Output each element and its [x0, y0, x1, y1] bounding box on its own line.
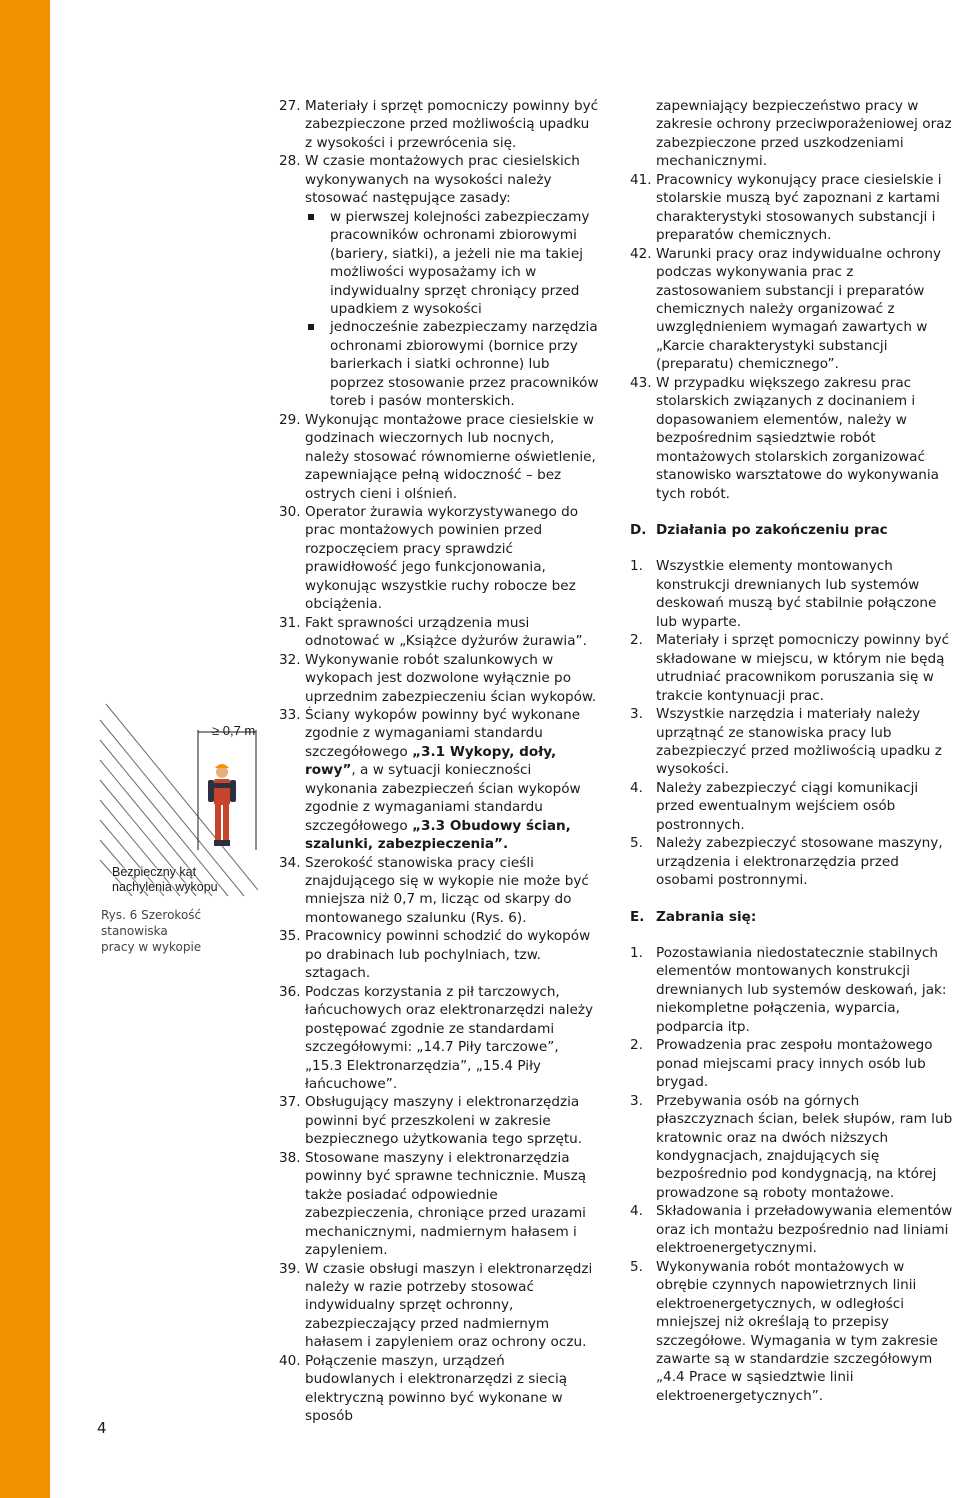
item-number: 42.	[630, 245, 652, 262]
item-40	[279, 1352, 599, 1426]
item-number: 5.	[630, 835, 643, 852]
item-number: 1.	[630, 558, 643, 575]
item-27	[279, 97, 599, 152]
item-text: Prowadzenia prac zespołu montażowego ponad miejscami pracy innych osób lub brygad.	[656, 1037, 933, 1091]
bullet-icon	[305, 318, 330, 410]
item-text: Składowania i przeładowywania elementów oraz ich montażu bezpośrednio nad liniami elektroenergetycznymi.	[656, 1203, 953, 1257]
standard-reference: „3.1 Wykopy, doły, rowy”	[305, 743, 557, 779]
width-dimension-label: ≥ 0,7 m	[212, 723, 256, 738]
item-28	[279, 152, 599, 410]
item-text: Wykonywania robót montażowych w obrębie czynnych napowietrznych linii elektroenergetycznych, w odległości mniejszej niż określają to przepisy szczegółowe. Wymagania w tym zakresie zawarte są w standardzie szczegółowym „4.4 Prace w sąsiedztwie linii elektroenergetycznych”.	[656, 1258, 938, 1404]
item-39	[279, 1260, 599, 1352]
item-29	[279, 411, 599, 503]
item-number: 36.	[279, 983, 301, 1000]
item-43	[630, 374, 960, 503]
section-letter: D.	[630, 521, 647, 538]
item-d2	[630, 631, 960, 705]
item-number: 33.	[279, 706, 301, 723]
safe-angle-line-2: nachylenia wykopu	[112, 880, 218, 894]
item-text: Fakt sprawności urządzenia musi odnotować w „Książce dyżurów żurawia”.	[305, 614, 587, 650]
item-text: Przebywania osób na górnych płaszczyznach ścian, belek słupów, ram lub kratownic oraz na dwóch niższych kondygnacjach, znajdujących się bezpośrednio pod kondygnacją, na której prowadzone są roboty montażowe.	[656, 1092, 953, 1201]
item-number: 35.	[279, 928, 301, 945]
bullet-icon	[305, 208, 330, 319]
bullet-item	[305, 318, 599, 410]
item-number: 1.	[630, 945, 643, 962]
item-number: 34.	[279, 854, 301, 871]
middle-column	[279, 97, 599, 1426]
item-text: Wykonując montażowe prace ciesielskie w godzinach wieczornych lub nocnych, należy stosować równomierne oświetlenie, zapewniające pełną widoczność – bez ostrych cieni i olśnień.	[305, 411, 596, 502]
item-number: 4.	[630, 779, 643, 796]
item-32	[279, 651, 599, 706]
item-text: Wykonywanie robót szalunkowych w wykopach jest dozwolone wyłącznie po uprzednim zabezpieczeniu ścian wykopów.	[305, 651, 597, 705]
item-number: 31.	[279, 614, 301, 631]
item-e4	[630, 1202, 960, 1257]
page-number: 4	[97, 1419, 107, 1437]
right-column	[630, 97, 960, 1405]
item-number: 30.	[279, 503, 301, 520]
item-text: Materiały i sprzęt pomocniczy powinny być składowane w miejscu, w którym nie będą utrudniać pracownikom poruszania się w trakcie kontynuacji prac.	[656, 632, 950, 704]
item-text	[305, 706, 599, 854]
section-heading-e	[630, 908, 960, 926]
item-d4	[630, 779, 960, 834]
item-37	[279, 1093, 599, 1148]
item-33	[279, 706, 599, 854]
item-e5	[630, 1258, 960, 1406]
item-text: W czasie obsługi maszyn i elektronarzędzi należy w razie potrzeby stosować indywidualny sprzęt ochronny, zabezpieczający przed nadmiernym hałasem i zapyleniem oraz ochrony oczu.	[305, 1260, 593, 1351]
bullet-item	[305, 208, 599, 319]
item-text-part: , a w sytuacji konieczności wykonania zabezpieczeń ścian wykopów zgodnie z wymaganiami standardu szczegółowego	[305, 762, 581, 834]
item-text: Obsługujący maszyny i elektronarzędzia powinni być przeszkoleni w zakresie bezpiecznego użytkowania tego sprzętu.	[305, 1094, 583, 1148]
item-d1	[630, 557, 960, 631]
item-text: Podczas korzystania z pił tarczowych, łańcuchowych oraz elektronarzędzi należy postępować zgodnie ze standardami szczegółowymi: „14.7 Piły tarczowe”, „15.3 Elektronarzędzia”, „15.4 Piły łańcuchowe”.	[305, 983, 594, 1093]
safe-angle-label	[112, 865, 252, 895]
item-number: 32.	[279, 651, 301, 668]
item-number: 39.	[279, 1260, 301, 1277]
section-title: Działania po zakończeniu prac	[656, 521, 888, 538]
item-number: 4.	[630, 1203, 643, 1220]
item-38	[279, 1149, 599, 1260]
item-text: Należy zabezpieczyć ciągi komunikacji przed ewentualnym wejściem osób postronnych.	[656, 779, 919, 833]
item-e1	[630, 944, 960, 1036]
item-number: 27.	[279, 98, 301, 114]
item-text: Pozostawiania niedostatecznie stabilnych elementów montowanych konstrukcji drewnianych lub systemów deskowań, jak: niekompletne połączenia, wyparcia, podparcia itp.	[656, 945, 947, 1035]
item-34	[279, 854, 599, 928]
caption-line-2: pracy w wykopie	[101, 940, 202, 954]
item-text: Wszystkie narzędzia i materiały należy uprzątnąć ze stanowiska pracy lub zabezpieczyć przed możliwością upadku z wysokości.	[656, 706, 942, 778]
bullet-text: w pierwszej kolejności zabezpieczamy pracowników ochronami zbiorowymi (bariery, siatki), a jeżeli nie ma takiej możliwości wyposażamy ich w indywidualny sprzęt chroniący przed upadkiem z wysokości	[330, 208, 590, 317]
item-number: 38.	[279, 1149, 301, 1166]
item-e3	[630, 1092, 960, 1203]
item-text: Połączenie maszyn, urządzeń budowlanych i elektronarzędzi z siecią elektryczną powinno być wykonane w sposób	[305, 1352, 568, 1425]
item-text-part: Ściany wykopów powinny być wykonane zgodnie z wymaganiami standardu szczegółowego	[305, 706, 581, 760]
orange-side-bar	[0, 0, 50, 1498]
item-30	[279, 503, 599, 614]
item-number: 43.	[630, 374, 652, 391]
item-35	[279, 927, 599, 982]
item-text: Wszystkie elementy montowanych konstrukcji drewnianych lub systemów deskowań muszą być stabilnie połączone lub wyparte.	[656, 558, 937, 630]
item-31	[279, 614, 599, 651]
item-36	[279, 983, 599, 1094]
item-text: W przypadku większego zakresu prac stolarskich związanych z docinaniem i dopasowaniem elementów, należy w bezpośrednim sąsiedztwie robót montażowych stolarskich zorganizować stanowisko warsztatowe do wykonywania tych robót.	[656, 374, 940, 502]
item-body	[305, 152, 599, 410]
item-42	[630, 245, 960, 374]
item-d3	[630, 705, 960, 779]
item-text: Pracownicy powinni schodzić do wykopów po drabinach lub pochylniach, tzw. sztagach.	[305, 928, 591, 982]
item-text: Operator żurawia wykorzystywanego do prac montażowych powinien przed rozpoczęciem pracy sprawdzić prawidłowość jego funkcjonowania, wykonując wszystkie ruchy robocze bez obciążenia.	[305, 503, 579, 613]
item-text: Szerokość stanowiska pracy cieśli znajdującego się w wykopie nie może być mniejsza niż 0,7 m, licząc od skarpy do montowanego szalunku (Rys. 6).	[305, 854, 589, 926]
item-text: W czasie montażowych prac ciesielskich wykonywanych na wysokości należy stosować następujące zasady:	[305, 153, 580, 207]
item-number: 37.	[279, 1094, 301, 1111]
item-text: Należy zabezpieczyć stosowane maszyny, urządzenia i elektronarzędzia przed osobami postronnymi.	[656, 835, 943, 889]
item-number: 2.	[630, 1037, 643, 1054]
item-number: 3.	[630, 706, 643, 723]
figure-caption	[101, 907, 256, 955]
section-title: Zabrania się:	[656, 908, 757, 925]
item-text: Pracownicy wykonujący prace ciesielskie i stolarskie muszą być zapoznani z kartami charakterystyki stosowanych substancji i preparatów chemicznych.	[656, 171, 942, 244]
figure-trench-width	[98, 690, 258, 954]
item-number: 41.	[630, 171, 652, 188]
item-text: Warunki pracy oraz indywidualne ochrony podczas wykonywania prac z zastosowaniem substancji i preparatów chemicznych należy organizować z uwzględnieniem wymagań zawartych w „Karcie charakterystyki substancji (preparatu) chemicznego”.	[656, 245, 942, 373]
item-number: 5.	[630, 1258, 643, 1275]
section-letter: E.	[630, 908, 645, 925]
item-number: 3.	[630, 1092, 643, 1109]
item-d5	[630, 834, 960, 889]
item-number: 28.	[279, 153, 301, 170]
section-heading-d	[630, 521, 960, 539]
bullet-text: jednocześnie zabezpieczamy narzędzia ochronami zbiorowymi (bornice przy barierkach i siatki ochronne) lub poprzez stosowanie przez pracowników toreb i pasów monterskich.	[330, 319, 599, 410]
item-41	[630, 171, 960, 245]
item-number: 40.	[279, 1352, 301, 1369]
item-e2	[630, 1036, 960, 1091]
caption-line-1: Rys. 6 Szerokość stanowiska	[101, 908, 202, 938]
item-number: 29.	[279, 411, 301, 428]
item-text: zapewniający bezpieczeństwo pracy w zakresie ochrony przeciwporażeniowej oraz zabezpieczone przed uszkodzeniami mechanicznymi.	[656, 98, 952, 170]
standard-reference: „3.3 Obudowy ścian, szalunki, zabezpieczenia”.	[305, 817, 571, 853]
safe-angle-line-1: Bezpieczny kąt	[112, 865, 197, 879]
item-40-continuation	[630, 97, 960, 171]
item-text: Stosowane maszyny i elektronarzędzia powinny być sprawne technicznie. Muszą także posiadać odpowiednie zabezpieczenia, chroniące przed urazami mechanicznymi, nadmiernym hałasem i zapyleniem.	[305, 1149, 587, 1259]
item-text: Materiały i sprzęt pomocniczy powinny być zabezpieczone przed możliwością upadku z wysokości i przewrócenia się.	[305, 98, 599, 151]
item-number: 2.	[630, 632, 643, 649]
